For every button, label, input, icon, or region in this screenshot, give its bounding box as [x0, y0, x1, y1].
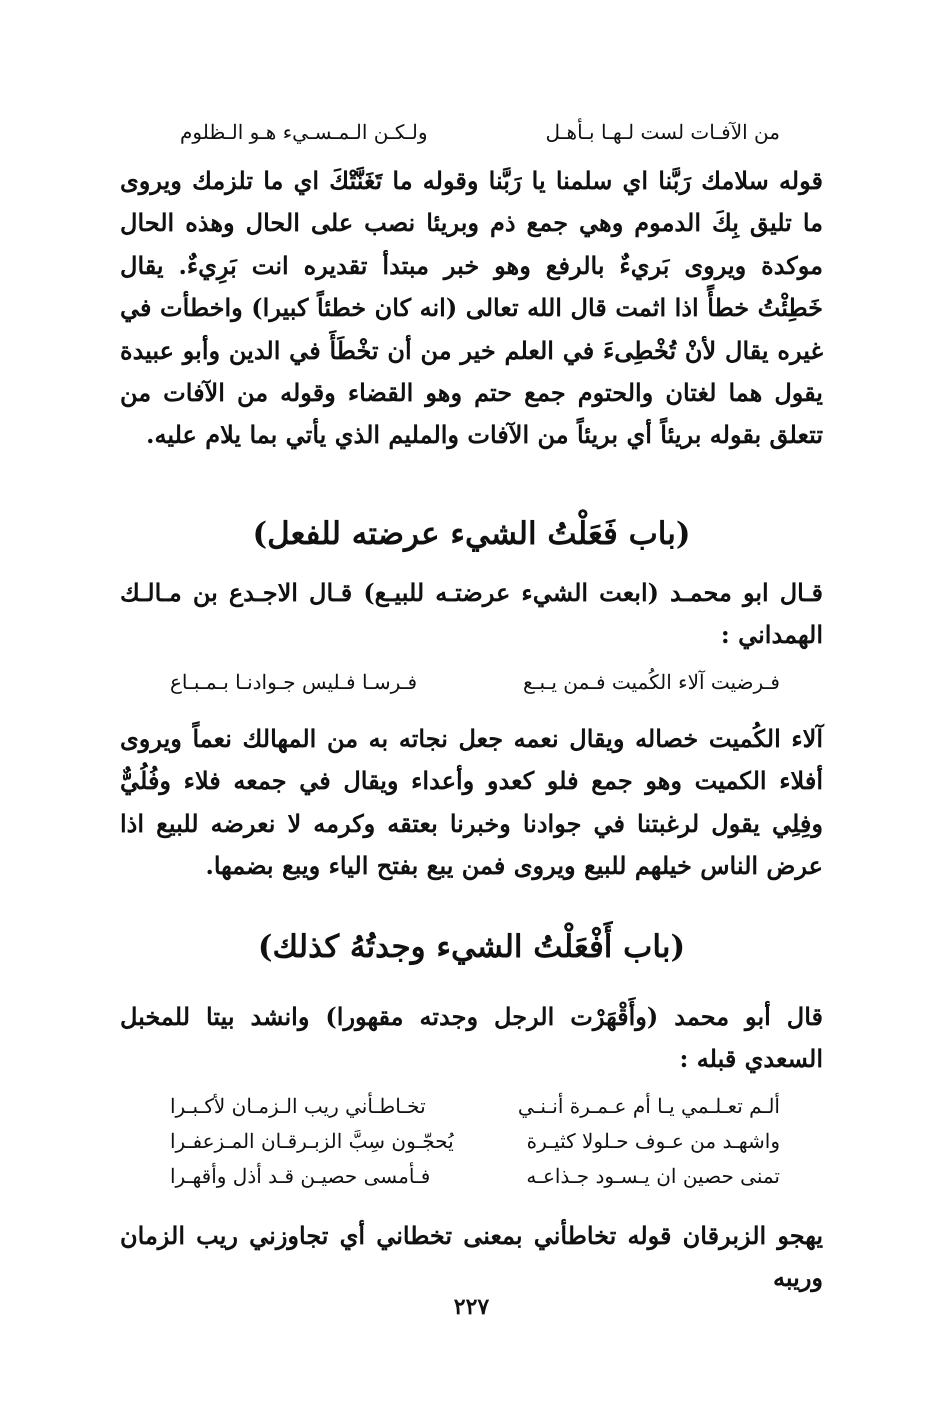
- verse-hemistich-right: فـرضيت آلاء الكُميت فـمن يـبـع: [522, 670, 780, 694]
- verse-hemistich-left: فـرسـا فـليس جـوادنـا بـمـبـاع: [170, 670, 418, 694]
- section-heading-fa3altu: (باب فَعَلْتُ الشيء عرضته للفعل): [252, 516, 691, 552]
- section1-verse: [160, 668, 780, 698]
- verse-hemistich-left: فـأمسى حصيـن قـد أذل وأقهـرا: [170, 1164, 431, 1188]
- page-number: ٢٢٧: [453, 1294, 490, 1320]
- section2-verse-1: [160, 1092, 780, 1122]
- section2-verse-3: [160, 1162, 780, 1192]
- verse-hemistich-right: واشهـد من عـوف حـلولا كثيـرة: [526, 1129, 780, 1153]
- verse-hemistich-right: ألـم تعـلـمي يـا أم عـمـرة أنـنـي: [517, 1094, 780, 1118]
- section2-intro: قال أبو محمد (وأَقْهَرْت الرجل وجدته مقهورا) وانشد بيتا للمخبل السعدي قبله :: [120, 1002, 824, 1074]
- commentary-paragraph: قوله سلامك رَبَّنا اي سلمنا يا رَبَّنا وقوله ما تَغَنَّتْكَ اي ما تلزمك ويروى ما تليق بِكَ الدموم وهي جمع ذم وبريئا نصب على الحال وهذه الحال موكدة ويروى بَريءٌ بالرفع وهو خبر مبتدأ تقديره انت بَرِيءٌ. يقال خَطِئْتُ خطأً اذا اثمت قال الله تعالى (انه كان خطئاً كبيرا) واخطأت في غيره يقال لأنْ تُخْطِىءَ في العلم خير من أن تخْطَأَ في الدين وأبو عبيدة يقول هما لغتان والحتوم جمع حتم وهو القضاء وقوله من الآفات من تتعلق بقوله بريئاً أي بريئاً من الآفات والمليم الذي يأتي بما يلام عليه.: [120, 166, 823, 450]
- verse-hemistich-left: يُحجّـون سِبَّ الزبـرقـان المـزعفـرا: [170, 1129, 454, 1153]
- section-heading-af3altu: (باب أَفْعَلْتُ الشيء وجدتُهُ كذلك): [257, 929, 686, 965]
- verse-hemistich-right: تمنى حصين ان يـسـود جـذاعـه: [526, 1164, 780, 1188]
- top-verse: [120, 118, 780, 148]
- section2-explanation: يهجو الزبرقان قوله تخاطأني بمعنى تخطاني أي تجاوزني ريب الزمان وريبه: [120, 1221, 824, 1293]
- verse-hemistich-right: من الآفـات لست لـهـا بـأهـل: [545, 120, 780, 144]
- verse-hemistich-left: تخـاطـأني ريب الـزمـان لأكـبـرا: [170, 1094, 426, 1118]
- verse-hemistich-left: ولـكـن الـمـسـيء هـو الـظلوم: [180, 120, 428, 144]
- section1-explanation: آلاء الكُميت خصاله ويقال نعمه جعل نجاته به من المهالك نعماً ويروى أفلاء الكميت وهو جمع فلو كعدو وأعداء ويقال في جمعه فلاء وفُلُيٌّ وفِلِي يقول لرغبتنا في جوادنا وخبرنا بعتقه وكرمه لا نعرضه للبيع اذا عرض الناس خيلهم للبيع ويروى فمن يبع بفتح الياء ويبع بضمها.: [120, 724, 823, 881]
- section2-verse-2: [160, 1127, 780, 1157]
- section1-intro: قـال ابو محمـد (ابعت الشيء عرضتـه للبيـع) قـال الاجـدع بن مـالـك الهمداني :: [120, 578, 823, 650]
